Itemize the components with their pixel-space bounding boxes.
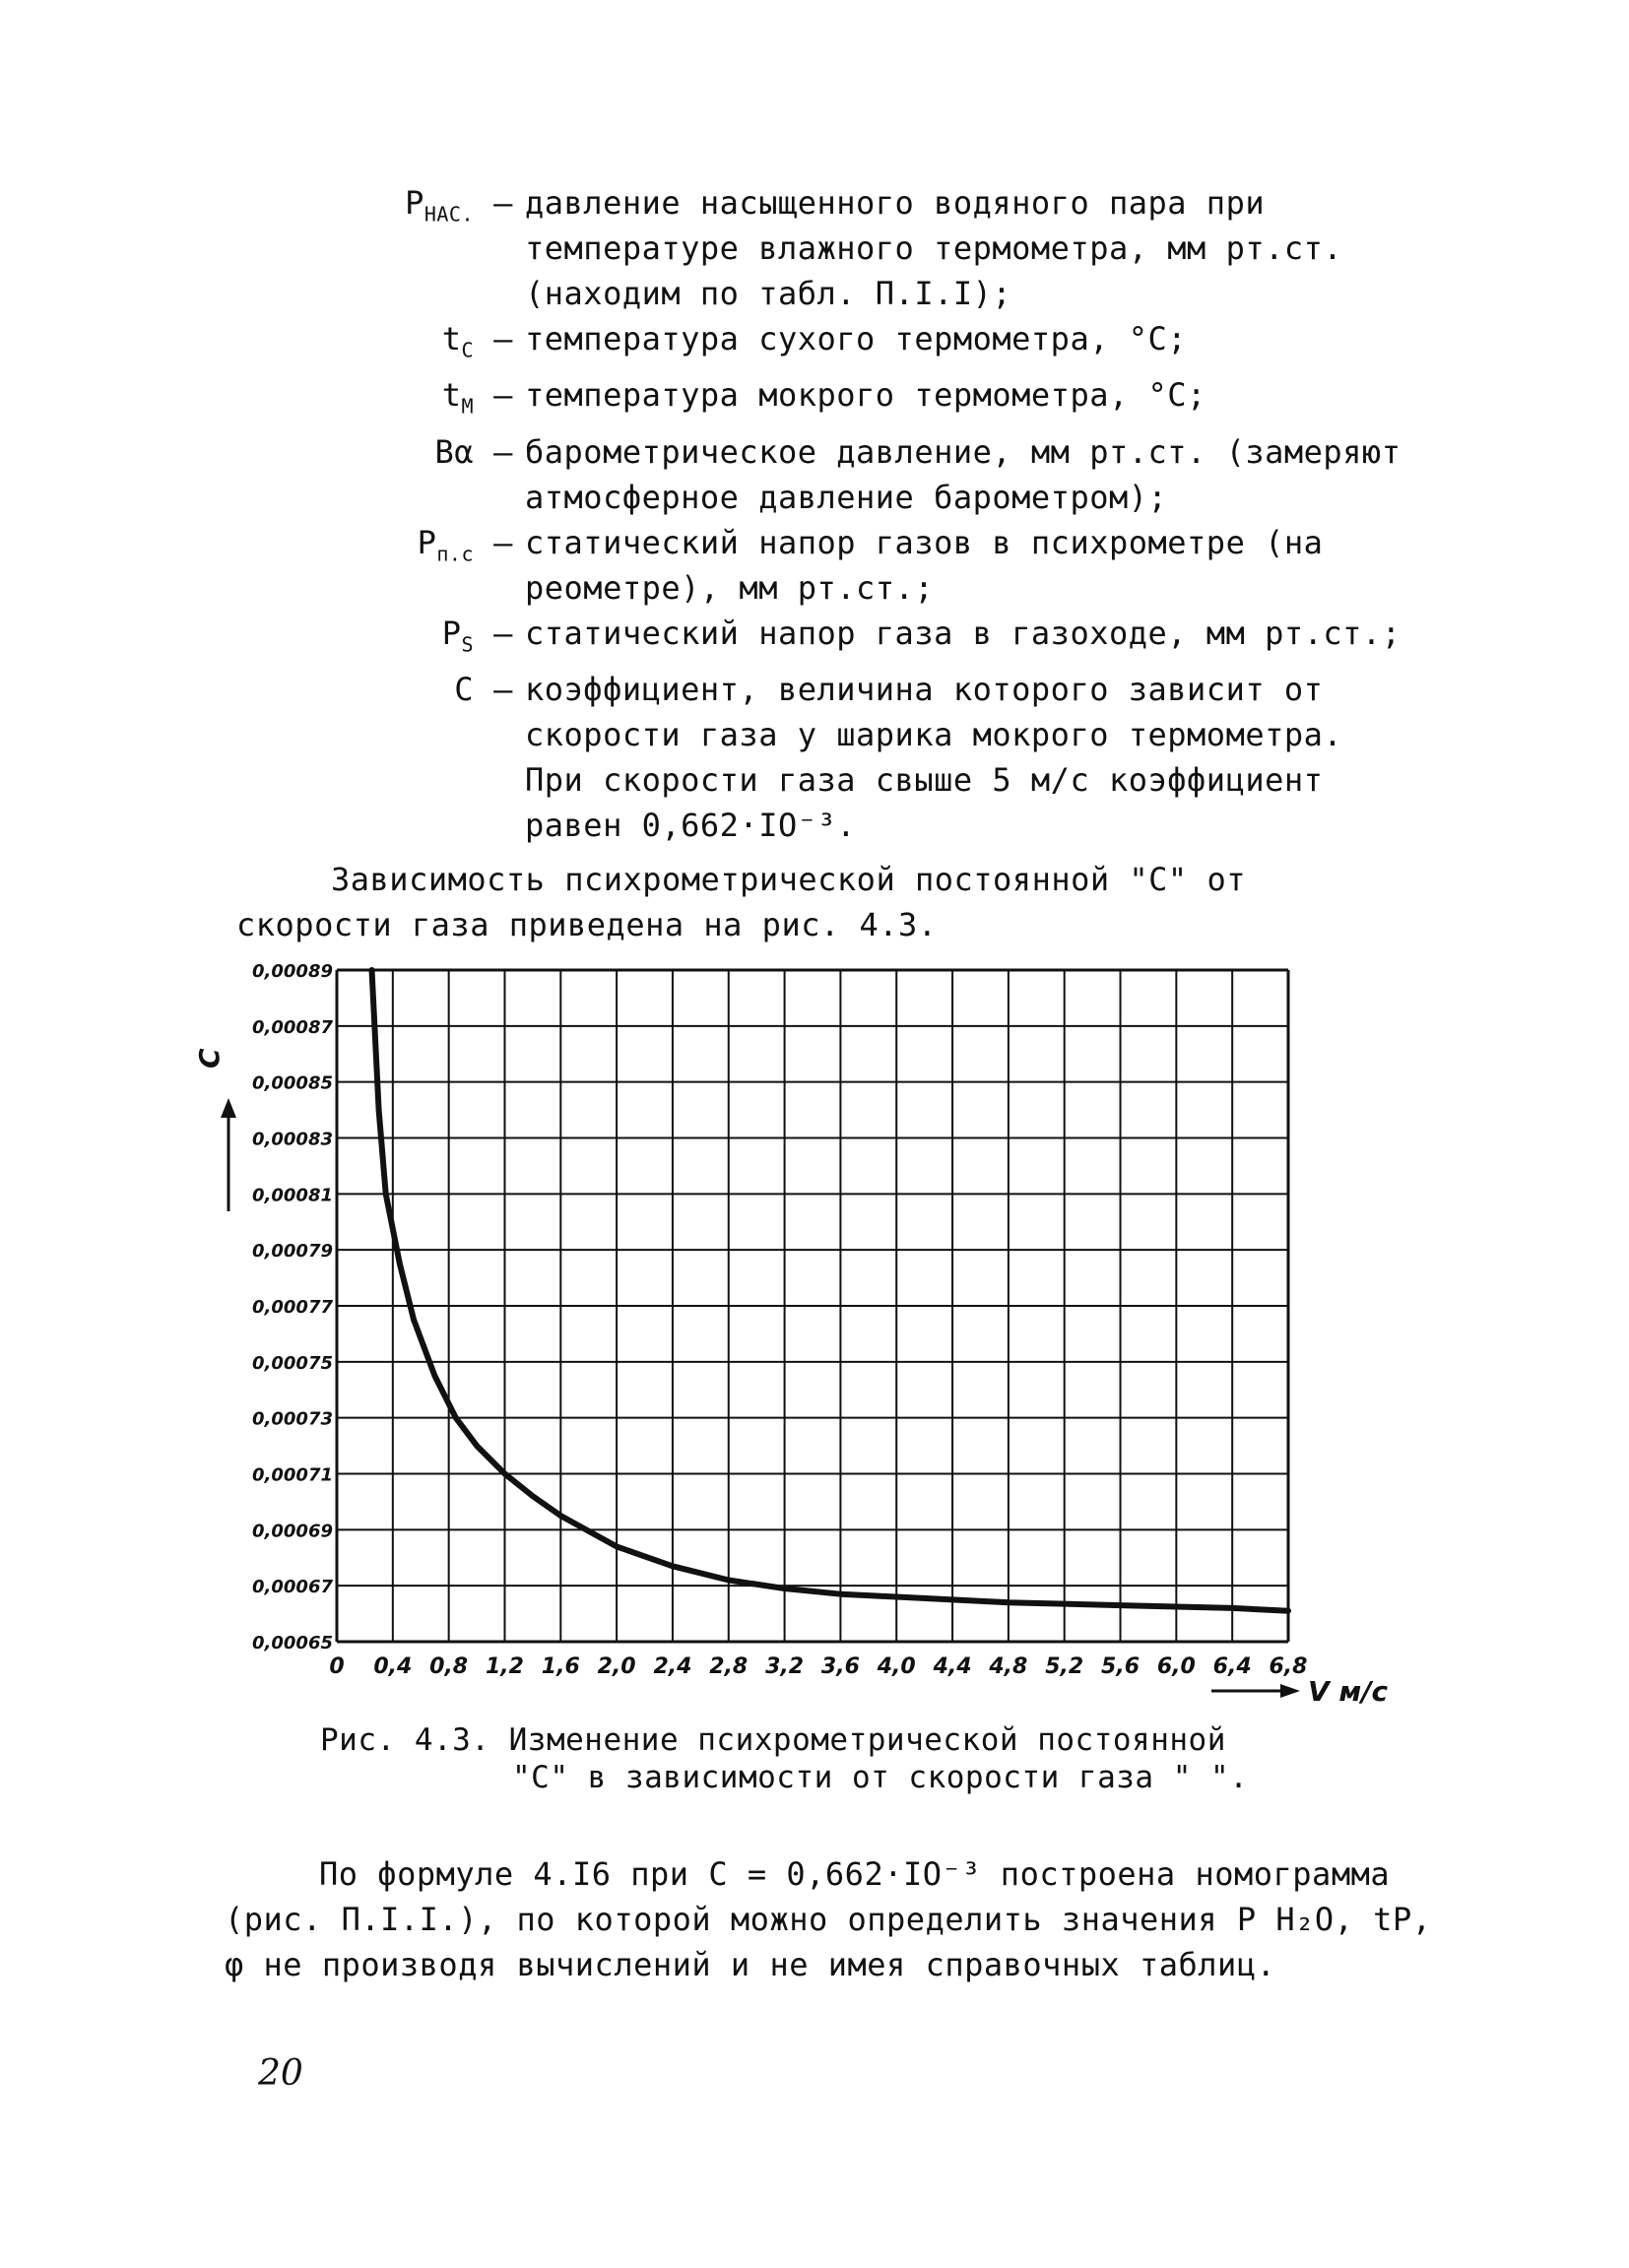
definition-symbol: $P_{п.с}$: [417, 523, 474, 566]
definition-row: C – коэффициент, величина которого зависит от скорости газа у шарика мокрого термометра. При скорости газа свыше 5 м/с коэффициент равен 0,662·IO⁻³.: [379, 667, 1413, 848]
x-tick-label: 4,4: [933, 1654, 972, 1679]
x-tick-labels: [329, 1654, 1307, 1679]
y-tick-label: 0,00075: [252, 1352, 333, 1374]
figure-caption: [320, 1721, 1248, 1796]
y-tick-label: 0,00067: [252, 1577, 333, 1598]
x-tick-label: 5,6: [1101, 1654, 1140, 1679]
y-axis-label: C: [193, 1048, 226, 1069]
y-tick-label: 0,00065: [252, 1633, 333, 1653]
x-tick-label: 6,8: [1269, 1654, 1308, 1679]
paragraph-nomogram: По формуле 4.I6 при С = 0,662·IO⁻³ построена номограмма (рис. П.I.I.), по которой можно определить значения P H₂O, tP, φ не производя вычислений и не имея справочных таблиц.: [225, 1855, 1432, 1983]
definition-symbol: Bα: [434, 432, 474, 471]
paragraph-intro: Зависимость психрометрической постоянной "С" от скорости газа приведена на рис. 4.3.: [236, 861, 1246, 943]
definition-symbol: $t_М$: [441, 376, 474, 419]
x-tick-label: 1,6: [541, 1654, 580, 1679]
y-tick-label: 0,00073: [252, 1408, 333, 1430]
definition-text: температура мокрого термометра, °С;: [525, 376, 1206, 415]
definition-row: $P_{п.с}$ – статический напор газов в психрометре (на реометре), мм рт.ст.;: [379, 520, 1413, 611]
y-tick-label: 0,00069: [252, 1521, 333, 1542]
chart-series: [372, 970, 1289, 1611]
y-tick-label: 0,00079: [252, 1241, 333, 1263]
definition-text: статический напор газа в газоходе, мм рт.ст.;: [525, 614, 1401, 652]
x-tick-label: 2,8: [709, 1654, 749, 1679]
x-tick-label: 0,8: [429, 1654, 469, 1679]
x-tick-label: 4,8: [989, 1654, 1028, 1679]
y-axis-arrowhead-icon: [221, 1098, 236, 1118]
definition-symbol: $t_С$: [441, 320, 474, 362]
chart-grid: [337, 970, 1288, 1642]
y-tick-label: 0,00087: [252, 1016, 333, 1038]
definition-text: коэффициент, величина которого зависит от скорости газа у шарика мокрого термометра. При скорости газа свыше 5 м/с коэффициент равен 0,662·IO⁻³.: [525, 671, 1343, 845]
definition-symbol: $P_{НАС.}$: [405, 184, 474, 227]
x-tick-label: 6,4: [1212, 1654, 1252, 1679]
definition-row: $P_{НАС.}$ – давление насыщенного водяного пара при температуре влажного термометра, мм рт.ст. (находим по табл. П.I.I);: [379, 180, 1413, 316]
x-tick-label: 5,2: [1045, 1654, 1084, 1679]
caption-line-1: Рис. 4.3. Изменение психрометрической постоянной: [320, 1722, 1226, 1758]
definition-row: $t_С$ – температура сухого термометра, °С;: [379, 316, 1413, 372]
x-axis-label: V м/с: [1308, 1675, 1389, 1708]
y-tick-label: 0,00083: [252, 1129, 333, 1150]
x-axis-arrowhead-icon: [1280, 1684, 1300, 1698]
psychrometric-chart: [193, 960, 1389, 1709]
definitions-list: [379, 180, 1413, 848]
x-tick-label: 4,0: [877, 1654, 916, 1679]
y-tick-label: 0,00081: [252, 1185, 333, 1206]
definition-text: давление насыщенного водяного пара при температуре влажного термометра, мм рт.ст. (находим по табл. П.I.I);: [525, 184, 1343, 312]
x-tick-label: 2,4: [653, 1654, 692, 1679]
definition-row: Bα – барометрическое давление, мм рт.ст. (замеряют атмосферное давление барометром);: [379, 429, 1413, 520]
definition-row: $P_S$ – статический напор газа в газоходе, мм рт.ст.;: [379, 611, 1413, 667]
x-tick-label: 6,0: [1156, 1654, 1196, 1679]
page-number: 20: [258, 2053, 303, 2094]
x-tick-label: 3,6: [820, 1654, 860, 1679]
definition-text: температура сухого термометра, °С;: [525, 320, 1188, 357]
x-tick-label: 3,2: [765, 1654, 805, 1679]
y-tick-label: 0,00089: [252, 961, 333, 982]
caption-line-2: "С" в зависимости от скорости газа " ".: [512, 1760, 1249, 1795]
x-tick-label: 0: [329, 1654, 345, 1679]
definition-row: $t_М$ – температура мокрого термометра, °С;: [379, 372, 1413, 428]
y-tick-label: 0,00071: [252, 1464, 333, 1486]
definition-symbol: C: [454, 671, 474, 709]
y-tick-label: 0,00085: [252, 1072, 333, 1094]
y-tick-labels: [252, 961, 333, 1653]
series-line: [372, 970, 1289, 1611]
x-tick-label: 2,0: [597, 1654, 636, 1679]
definition-symbol: $P_S$: [441, 614, 474, 657]
y-tick-label: 0,00077: [252, 1297, 333, 1318]
definition-text: барометрическое давление, мм рт.ст. (замеряют атмосферное давление барометром);: [525, 432, 1401, 516]
x-tick-label: 1,2: [485, 1654, 524, 1679]
x-tick-label: 0,4: [373, 1654, 413, 1679]
definition-text: статический напор газов в психрометре (на реометре), мм рт.ст.;: [525, 523, 1324, 607]
